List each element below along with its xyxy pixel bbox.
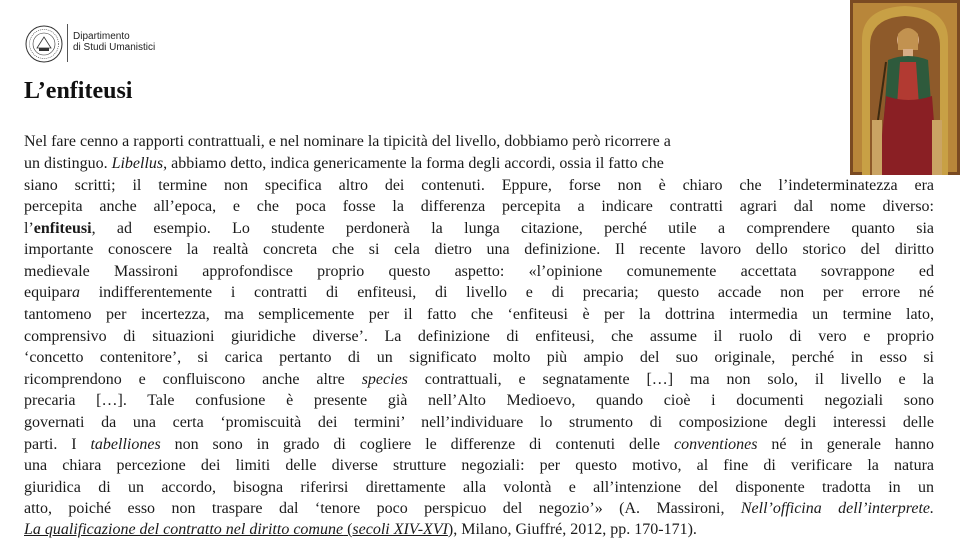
university-seal-icon	[24, 24, 64, 64]
paragraph-line: medievale Massironi approfondisce proprio questo aspetto: «l’opinione comunemente accettata sovrappone ed	[24, 263, 934, 280]
paragraph-line: comprensivo di situazioni giuridiche diverse’. La definizione di enfiteusi, che assume il ruolo di vero e proprio	[24, 328, 934, 345]
painting-enthroned-woman	[850, 0, 960, 175]
paragraph-line: ricomprendono e confluiscono anche altre species contrattuali, e segnatamente […] ma non solo, il livello e la	[24, 371, 934, 388]
paragraph-line: Nel fare cenno a rapporti contrattuali, e nel nominare la tipicità del livello, dobbiamo però ricorrere a	[24, 133, 671, 150]
paragraph-line: un distinguo. Libellus, abbiamo detto, indica genericamente la forma degli accordi, ossia il fatto che	[24, 155, 664, 172]
page-title: L’enfiteusi	[24, 78, 133, 104]
paragraph-line: precaria […]. Tale confusione è presente già nell’Alto Medioevo, quando cioè i documenti negoziali sono	[24, 392, 934, 409]
paragraph-line: importante conoscere la realtà concreta che si cela dietro una definizione. Il recente lavoro dello storico del diritto	[24, 241, 934, 258]
department-line-1: Dipartimento	[73, 31, 130, 42]
paragraph-line: tantomeno per incertezza, ma semplicemente per il fatto che ‘enfiteusi è per la dottrina intermedia un termine lato,	[24, 306, 934, 323]
paragraph-line: governati da una certa ‘promiscuità dei termini’ nell’individuare lo strumento di composizione degli interessi delle	[24, 414, 934, 431]
paragraph-line: parti. I tabelliones non sono in grado di cogliere le differenze di contenuti delle conventiones né in generale hanno	[24, 436, 934, 453]
department-line-2: di Studi Umanistici	[73, 42, 156, 53]
header-divider	[67, 24, 68, 62]
paragraph-line: l’enfiteusi, ad esempio. Lo studente perdonerà la lunga citazione, perché utile a comprendere quanto sia	[24, 220, 934, 237]
paragraph-line: giuridica di un accordo, bisogna riferirsi direttamente alla volontà e all’intenzione del disponente tradotta in un	[24, 479, 934, 496]
paragraph-line: equipara indifferentemente i contratti di enfiteusi, di livello e di precaria; questo accade non per errore né	[24, 284, 934, 301]
paragraph-line: La qualificazione del contratto nel diritto comune (secoli XIV-XVI), Milano, Giuffré, 2012, pp. 170-171).	[24, 521, 697, 538]
paragraph-line: siano scritti; il termine non specifica altro dei contenuti. Eppure, forse non è chiaro che l’indeterminatezza era	[24, 177, 934, 194]
paragraph-line: atto, poiché esso non traspare dal ‘tenore poco perspicuo del negozio’» (A. Massironi, Nell’officina dell’interprete.	[24, 500, 934, 517]
paragraph-line: ‘concetto contenitore’, si carica pertanto di un significato molto più ampio del suo originale, perché in esso si	[24, 349, 934, 366]
department-name	[73, 31, 155, 53]
paragraph-line: percepita anche all’epoca, e che poca fosse la differenza percepita a indicare contratti agrari dal nome diverso:	[24, 198, 934, 215]
paragraph-line: una chiara percezione dei limiti delle diverse strutture negoziali: per questo motivo, al fine di verificare la natura	[24, 457, 934, 474]
